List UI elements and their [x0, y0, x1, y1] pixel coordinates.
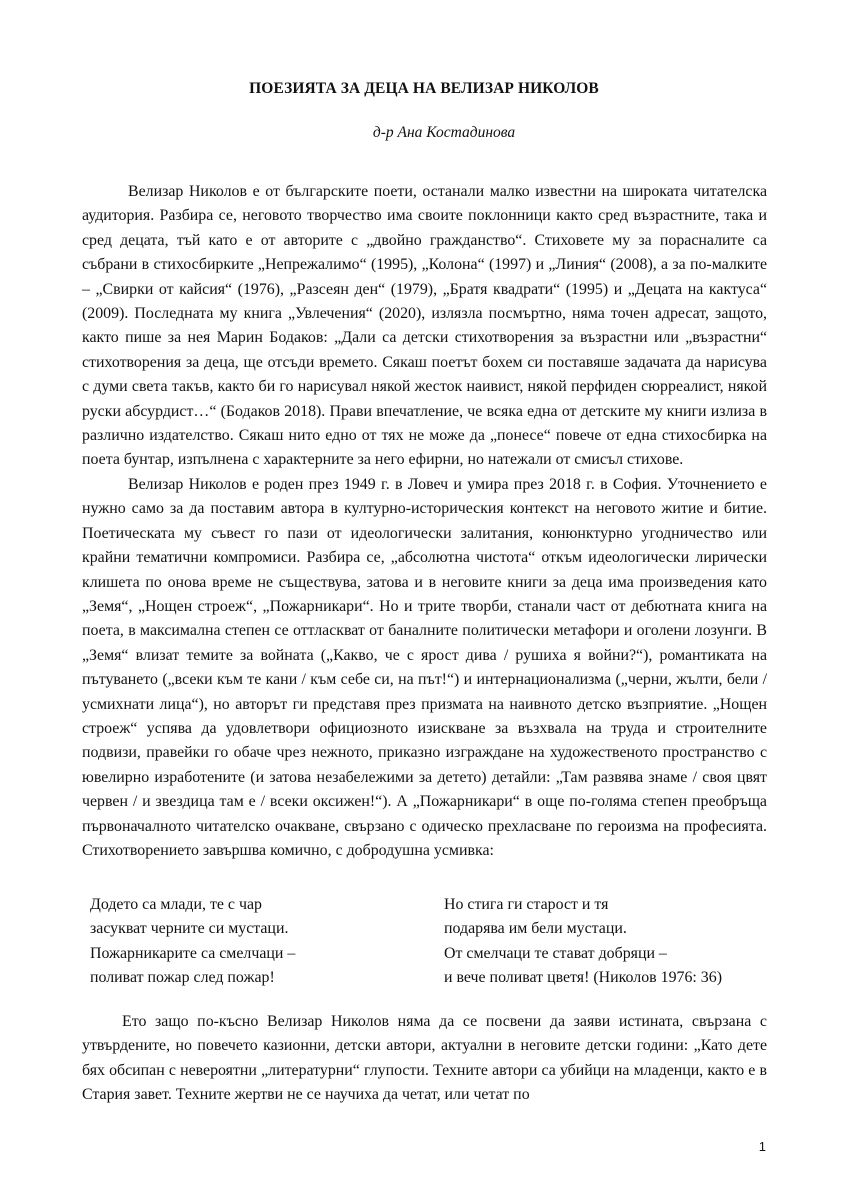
poem-line: Додето са млади, те с чар — [90, 896, 262, 913]
body-text — [82, 180, 767, 863]
paragraph-1: Велизар Николов е от българските поети, останали малко известни на широката читателска аудитория. Разбира се, неговото творчество има своите поклонници както сред възрастните, така и сред децата, тъй като е от авторите с „двойно гражданство“. Стиховете му за порасналите са събрани в стихосбирките „Непрежалимо“ (1995), „Колона“ (1997) и „Линия“ (2008), а за по-малките – „Свирки от кайсия“ (1976), „Разсеян ден“ (1979), „Братя квадрати“ (1995) и „Децата на кактуса“ (2009). Последната му книга „Увлечения“ (2020), излязла посмъртно, няма точен адресат, защото, както пише за нея Марин Бодаков: „Дали са детски стихотворения за възрастни или „възрастни“ стихотворения за деца, ще отсъди времето. Сякаш поетът бохем си поставяше задачата да нарисува с думи света такъв, както би го нарисувал някой жесток наивист, някой перфиден сюрреалист, някой руски абсурдист…“ (Бодаков 2018). Прави впечатление, че всяка една от детските му книги излиза в различно издателство. Сякаш нито едно от тях не може да „понесе“ повече от една стихосбирка на поета бунтар, изпълнена с характерните за него ефирни, но натежали от смисъл стихове. — [82, 183, 767, 469]
paragraph-3: Ето защо по-късно Велизар Николов няма да се посвени да заяви истината, свързана с утвърдените, но повечето казионни, детски автори, актуални в неговите детски години: „Като дете бях обсипан с невероятни „литературни“ глупости. Техните автори са убийци на младенци, както е в Стария завет. Техните жертви не се научиха да четат, или четат по — [82, 1013, 767, 1104]
poem-line: От смелчаци те стават добряци – — [444, 944, 667, 962]
page-number: 1 — [758, 1139, 766, 1154]
poem-line: подарява им бели мустаци. — [444, 920, 627, 938]
closing-text — [82, 1010, 767, 1108]
poem-line: засукват черните си мустаци. — [90, 920, 289, 938]
paper-title: ПОЕЗИЯТА ЗА ДЕЦА НА ВЕЛИЗАР НИКОЛОВ — [249, 80, 599, 97]
author-line: д-р Ана Костадинова — [372, 124, 516, 141]
paragraph-2: Велизар Николов е роден през 1949 г. в Ловеч и умира през 2018 г. в София. Уточнението е нужно само за да поставим автора в културно-историческия контекст на неговото житие и битие. Поетическата му съвест го пази от идеологически залитания, конюнктурно угодничество или крайни тематични компромиси. Разбира се, „абсолютна чистота“ откъм идеологически лирически клишета по онова време не съществува, затова и в неговите книги за деца има произведения като „Земя“, „Нощен строеж“, „Пожарникари“. Но и трите творби, станали част от дебютната книга на поета, в максимална степен се оттласкват от баналните политически метафори и оголени лозунги. В „Земя“ влизат темите за войната („Какво, че с ярост дива / рушиха я войни?“), романтиката на пътуването („всеки към те кани / към себе си, на път!“) и интернационализма („черни, жълти, бели / усмихнати лица“), но авторът ги представя през призмата на наивното детско възприятие. „Нощен строеж“ успява да удовлетвори официозното изискване за възхвала на труда и строителните подвизи, правейки го обаче чрез нежното, приказно изграждане на художественото пространство с ювелирно изработените (и затова незабележими за детето) детайли: „Там развява знаме / своя цвят червен / и звездица там е / всеки оксижен!“). А „Пожарникари“ в още по-голяма степен преобръща първоначалното читателско очакване, свързано с одическо прехласване по героизма на професията. Стихотворението завършва комично, с добродушна усмивка: — [82, 475, 767, 859]
poem-stanza-left — [90, 893, 295, 991]
poem-stanza-right — [444, 893, 722, 991]
poem-line: и вече поливат цветя! (Николов 1976: 36) — [444, 969, 722, 987]
poem-line: поливат пожар след пожар! — [90, 969, 275, 987]
poem-line: Пожарникарите са смелчаци – — [90, 944, 296, 962]
poem-line: Но стига ги старост и тя — [444, 896, 609, 913]
